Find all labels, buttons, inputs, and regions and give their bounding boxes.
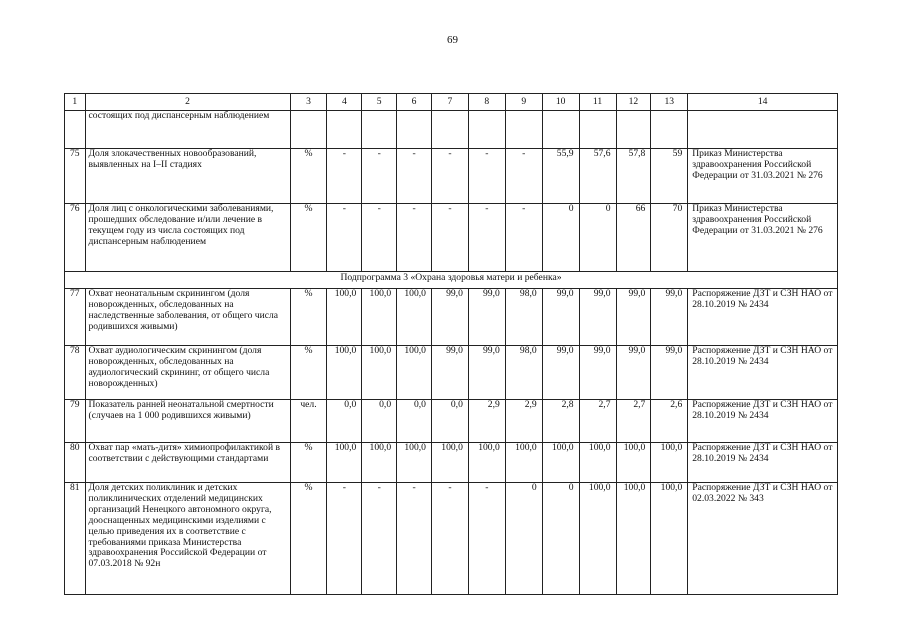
indicator-description: Доля лиц с онкологическими заболеваниями, прошедших обследование и/или лечение в текущем году из числа состоящих под диспансерным наблюдением — [85, 204, 290, 272]
row-number: 76 — [65, 204, 86, 272]
value-cell: 55,9 — [542, 149, 579, 204]
value-cell: - — [362, 483, 397, 595]
value-cell: 70 — [651, 204, 688, 272]
row-number: 80 — [65, 443, 86, 483]
unit-cell: % — [290, 204, 327, 272]
value-cell: 100,0 — [362, 346, 397, 400]
row-number: 77 — [65, 289, 86, 346]
value-cell: - — [397, 149, 432, 204]
value-cell: - — [505, 149, 542, 204]
value-cell: - — [431, 149, 468, 204]
table-row — [65, 400, 838, 443]
value-cell: 100,0 — [431, 443, 468, 483]
empty-cell — [505, 111, 542, 149]
value-cell: 98,0 — [505, 346, 542, 400]
value-cell: - — [468, 483, 505, 595]
empty-cell — [362, 111, 397, 149]
indicator-description: Охват неонатальным скринингом (доля новорожденных, обследованных на наследственные заболевания, от общего числа родившихся живыми) — [85, 289, 290, 346]
indicators-table — [64, 93, 838, 595]
column-header: 7 — [431, 94, 468, 111]
value-cell: 2,8 — [542, 400, 579, 443]
value-cell: - — [362, 204, 397, 272]
indicator-description: Охват аудиологическим скринингом (доля новорожденных, обследованных на аудиологический скрининг, от общего числа новорожденных) — [85, 346, 290, 400]
value-cell: 2,6 — [651, 400, 688, 443]
value-cell: 99,0 — [542, 289, 579, 346]
value-cell: 99,0 — [579, 346, 616, 400]
unit-cell: % — [290, 346, 327, 400]
column-header: 12 — [616, 94, 651, 111]
source-document: Приказ Министерства здравоохранения Российской Федерации от 31.03.2021 № 276 — [688, 149, 838, 204]
empty-cell — [688, 111, 838, 149]
unit-cell: чел. — [290, 400, 327, 443]
column-header: 11 — [579, 94, 616, 111]
value-cell: - — [397, 483, 432, 595]
value-cell: 66 — [616, 204, 651, 272]
value-cell: 2,7 — [616, 400, 651, 443]
value-cell: 57,6 — [579, 149, 616, 204]
empty-cell — [431, 111, 468, 149]
source-document: Распоряжение ДЗТ и СЗН НАО от 28.10.2019 № 2434 — [688, 289, 838, 346]
value-cell: 0 — [579, 204, 616, 272]
value-cell: 100,0 — [505, 443, 542, 483]
value-cell: 100,0 — [362, 443, 397, 483]
value-cell: 100,0 — [397, 289, 432, 346]
row-number: 75 — [65, 149, 86, 204]
column-header: 9 — [505, 94, 542, 111]
value-cell: 100,0 — [579, 443, 616, 483]
column-header: 13 — [651, 94, 688, 111]
value-cell: 99,0 — [431, 346, 468, 400]
row-number-cell — [65, 111, 86, 149]
page-number: 69 — [447, 34, 458, 46]
empty-cell — [468, 111, 505, 149]
column-header: 5 — [362, 94, 397, 111]
value-cell: 98,0 — [505, 289, 542, 346]
value-cell: 99,0 — [579, 289, 616, 346]
row-number: 79 — [65, 400, 86, 443]
table-row — [65, 149, 838, 204]
header-row — [65, 94, 838, 111]
value-cell: 0,0 — [327, 400, 362, 443]
row-number: 81 — [65, 483, 86, 595]
value-cell: 99,0 — [468, 346, 505, 400]
value-cell: 99,0 — [616, 289, 651, 346]
table-row — [65, 204, 838, 272]
value-cell: 99,0 — [542, 346, 579, 400]
source-document: Распоряжение ДЗТ и СЗН НАО от 28.10.2019 № 2434 — [688, 400, 838, 443]
table-row — [65, 289, 838, 346]
value-cell: 99,0 — [616, 346, 651, 400]
column-header: 4 — [327, 94, 362, 111]
value-cell: 0 — [505, 483, 542, 595]
value-cell: 0,0 — [362, 400, 397, 443]
value-cell: 100,0 — [397, 443, 432, 483]
value-cell: - — [505, 204, 542, 272]
value-cell: - — [362, 149, 397, 204]
value-cell: - — [468, 149, 505, 204]
subprogram-title: Подпрограмма 3 «Охрана здоровья матери и ребенка» — [65, 272, 838, 289]
column-header: 14 — [688, 94, 838, 111]
value-cell: 99,0 — [651, 346, 688, 400]
table-row — [65, 346, 838, 400]
empty-cell — [397, 111, 432, 149]
indicator-description: Охват пар «мать-дитя» химиопрофилактикой в соответствии с действующими стандартами — [85, 443, 290, 483]
column-header: 3 — [290, 94, 327, 111]
value-cell: - — [327, 149, 362, 204]
value-cell: 100,0 — [542, 443, 579, 483]
value-cell: 100,0 — [616, 483, 651, 595]
value-cell: 100,0 — [327, 443, 362, 483]
empty-cell — [542, 111, 579, 149]
table-row — [65, 443, 838, 483]
value-cell: 99,0 — [468, 289, 505, 346]
unit-cell: % — [290, 289, 327, 346]
value-cell: 2,9 — [468, 400, 505, 443]
indicator-description: Показатель ранней неонатальной смертности (случаев на 1 000 родившихся живыми) — [85, 400, 290, 443]
value-cell: 0,0 — [431, 400, 468, 443]
indicator-description: Доля детских поликлиник и детских поликлинических отделений медицинских организаций Ненецкого автономного округа, дооснащенных медицинскими изделиями с целью приведения их в соответствие с требованиями приказа Министерства здравоохранения Российской Федерации от 07.03.2018 № 92н — [85, 483, 290, 595]
empty-cell — [579, 111, 616, 149]
column-header: 10 — [542, 94, 579, 111]
value-cell: 2,7 — [579, 400, 616, 443]
value-cell: 100,0 — [327, 346, 362, 400]
indicator-description: Доля злокачественных новообразований, выявленных на I–II стадиях — [85, 149, 290, 204]
column-header: 6 — [397, 94, 432, 111]
value-cell: - — [397, 204, 432, 272]
empty-cell — [651, 111, 688, 149]
source-document: Приказ Министерства здравоохранения Российской Федерации от 31.03.2021 № 276 — [688, 204, 838, 272]
value-cell: 99,0 — [651, 289, 688, 346]
unit-cell: % — [290, 443, 327, 483]
value-cell: 100,0 — [468, 443, 505, 483]
source-document: Распоряжение ДЗТ и СЗН НАО от 28.10.2019 № 2434 — [688, 443, 838, 483]
value-cell: 100,0 — [579, 483, 616, 595]
empty-cell — [290, 111, 327, 149]
row-number: 78 — [65, 346, 86, 400]
value-cell: - — [468, 204, 505, 272]
value-cell: 2,9 — [505, 400, 542, 443]
value-cell: - — [327, 483, 362, 595]
source-document: Распоряжение ДЗТ и СЗН НАО от 28.10.2019 № 2434 — [688, 346, 838, 400]
continued-row — [65, 111, 838, 149]
value-cell: - — [431, 204, 468, 272]
source-document: Распоряжение ДЗТ и СЗН НАО от 02.03.2022 № 343 — [688, 483, 838, 595]
value-cell: 100,0 — [651, 443, 688, 483]
value-cell: 100,0 — [327, 289, 362, 346]
column-header: 8 — [468, 94, 505, 111]
empty-cell — [616, 111, 651, 149]
empty-cell — [327, 111, 362, 149]
indicator-description: состоящих под диспансерным наблюдением — [85, 111, 290, 149]
value-cell: - — [327, 204, 362, 272]
unit-cell: % — [290, 483, 327, 595]
value-cell: 59 — [651, 149, 688, 204]
value-cell: 100,0 — [616, 443, 651, 483]
column-header: 2 — [85, 94, 290, 111]
value-cell: 0,0 — [397, 400, 432, 443]
value-cell: 57,8 — [616, 149, 651, 204]
column-header: 1 — [65, 94, 86, 111]
value-cell: 99,0 — [431, 289, 468, 346]
value-cell: 0 — [542, 483, 579, 595]
value-cell: - — [431, 483, 468, 595]
value-cell: 100,0 — [397, 346, 432, 400]
subprogram-row — [65, 272, 838, 289]
value-cell: 0 — [542, 204, 579, 272]
value-cell: 100,0 — [362, 289, 397, 346]
table-row — [65, 483, 838, 595]
value-cell: 100,0 — [651, 483, 688, 595]
unit-cell: % — [290, 149, 327, 204]
